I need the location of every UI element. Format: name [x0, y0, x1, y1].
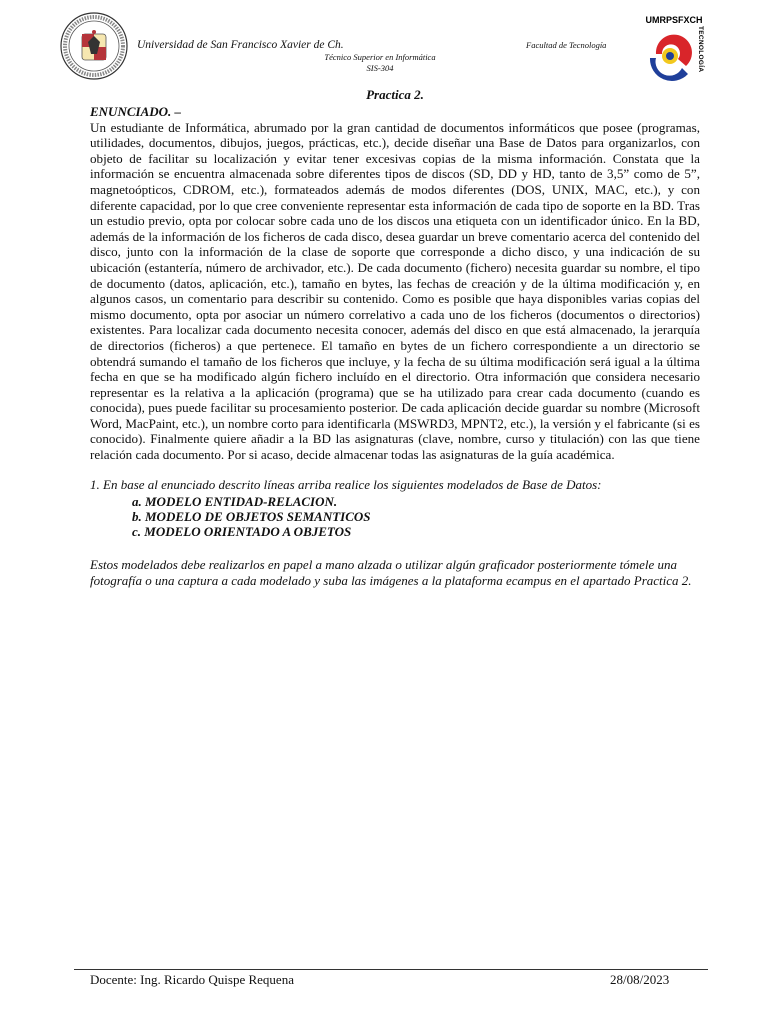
document-date: 28/08/2023	[610, 972, 670, 987]
enunciado-body: Un estudiante de Informática, abrumado por la gran cantidad de documentos informáticos que posee (programas, utilidades, documentos, dibujos, juegos, prácticas, etc.), decide diseñar una Base de Datos para organizarlos, con objeto de facilitar su localización y evitar tener excesivas copias de la misma información. Constata que la información se encuentra almacenada sobre diferentes tipos de discos (SD, DD y HD, tanto de 3,5” como de 5”, magnetoópticos, CDROM, etc.), formateados además de modos diferentes (DOS, UNIX, MAC, etc.), y con diferente capacidad, por lo que cree conveniente representar esta información de cada tipo de soporte en la BD. Tras un estudio previo, opta por colocar sobre cada uno de los discos una etiqueta con un identificador único. En la BD, además de la información de los ficheros de cada disco, desea guardar un breve comentario acerca del contenido del disco, junto con la información de la clase de soporte que corresponde a dicho disco, y una indicación de su ubicación (estantería, número de archivador, etc.). De cada documento (fichero) necesita guardar su nombre, el tipo de documento (datos, aplicación, etc.), tamaño en bytes, las fechas de creación y de la última modificación y, en algunos casos, un comentario para describir su contenido. Como es posible que haya disponibles varias copias del mismo documento, opta por asociar un número correlativo a cada uno de los ficheros (documentos o directorios) existentes. Para localizar cada documento necesita conocer, además del disco en que está almacenado, la jerarquía de directorios (ficheros) a que pertenece. El tamaño en bytes de un fichero correspondiente a un directorio se obtendrá sumando el tamaño de los ficheros que incluye, y la fecha de su última modificación será igual a la última fecha en que se ha modificado algún fichero incluído en el directorio. Otra información que considera necesario representar es la relativa a la aplicación (programa) que se ha utilizado para crear cada documento (cuando es conocida), pues puede facilitar su procesamiento posterior. De cada aplicación decide guardar su nombre (Microsoft Word, MacPaint, etc.), un nombre corto para identificarla (MSWRD3, MPNT2, etc.), la versión y el fabricante (si es conocido). Finalmente quiere añadir a la BD las asignaturas (clave, nombre, curso y titulación) con las que tiene relación cada documento. Por si acaso, decide almacenar todas las asignaturas de la guía académica.	[90, 119, 700, 463]
career-name: Técnico Superior en Informática	[324, 52, 436, 62]
practice-title: Practica 2.	[366, 87, 424, 102]
teacher-name: Docente: Ing. Ricardo Quispe Requena	[90, 972, 294, 987]
footer-divider	[74, 969, 708, 970]
faculty-name: Facultad de Tecnología	[526, 40, 607, 50]
list-item: b. MODELO DE OBJETOS SEMANTICOS	[132, 508, 371, 524]
university-name: Universidad de San Francisco Xavier de Ch.	[137, 39, 344, 51]
document-content	[90, 86, 700, 589]
logo-vertical-text: TECNOLOGÍA	[697, 26, 704, 73]
list-item: a. MODELO ENTIDAD-RELACION.	[132, 493, 338, 509]
question-text: 1. En base al enunciado descrito líneas arriba realice los siguientes modelados de Base de Datos:	[90, 476, 602, 492]
document-header	[0, 0, 768, 88]
list-item: c. MODELO ORIENTADO A OBJETOS	[132, 523, 352, 539]
course-code: SIS-304	[366, 63, 394, 73]
instructions-note: Estos modelados debe realizarlos en papel a mano alzada o utilizar algún graficador posteriormente tómele una fotografía o una captura a cada modelado y suba las imágenes a la plataforma ecampus en el apartado Practica 2.	[90, 556, 692, 588]
model-list	[132, 494, 700, 539]
enunciado-heading: ENUNCIADO. –	[90, 104, 182, 119]
logo-text: UMRPSFXCH	[645, 15, 703, 25]
